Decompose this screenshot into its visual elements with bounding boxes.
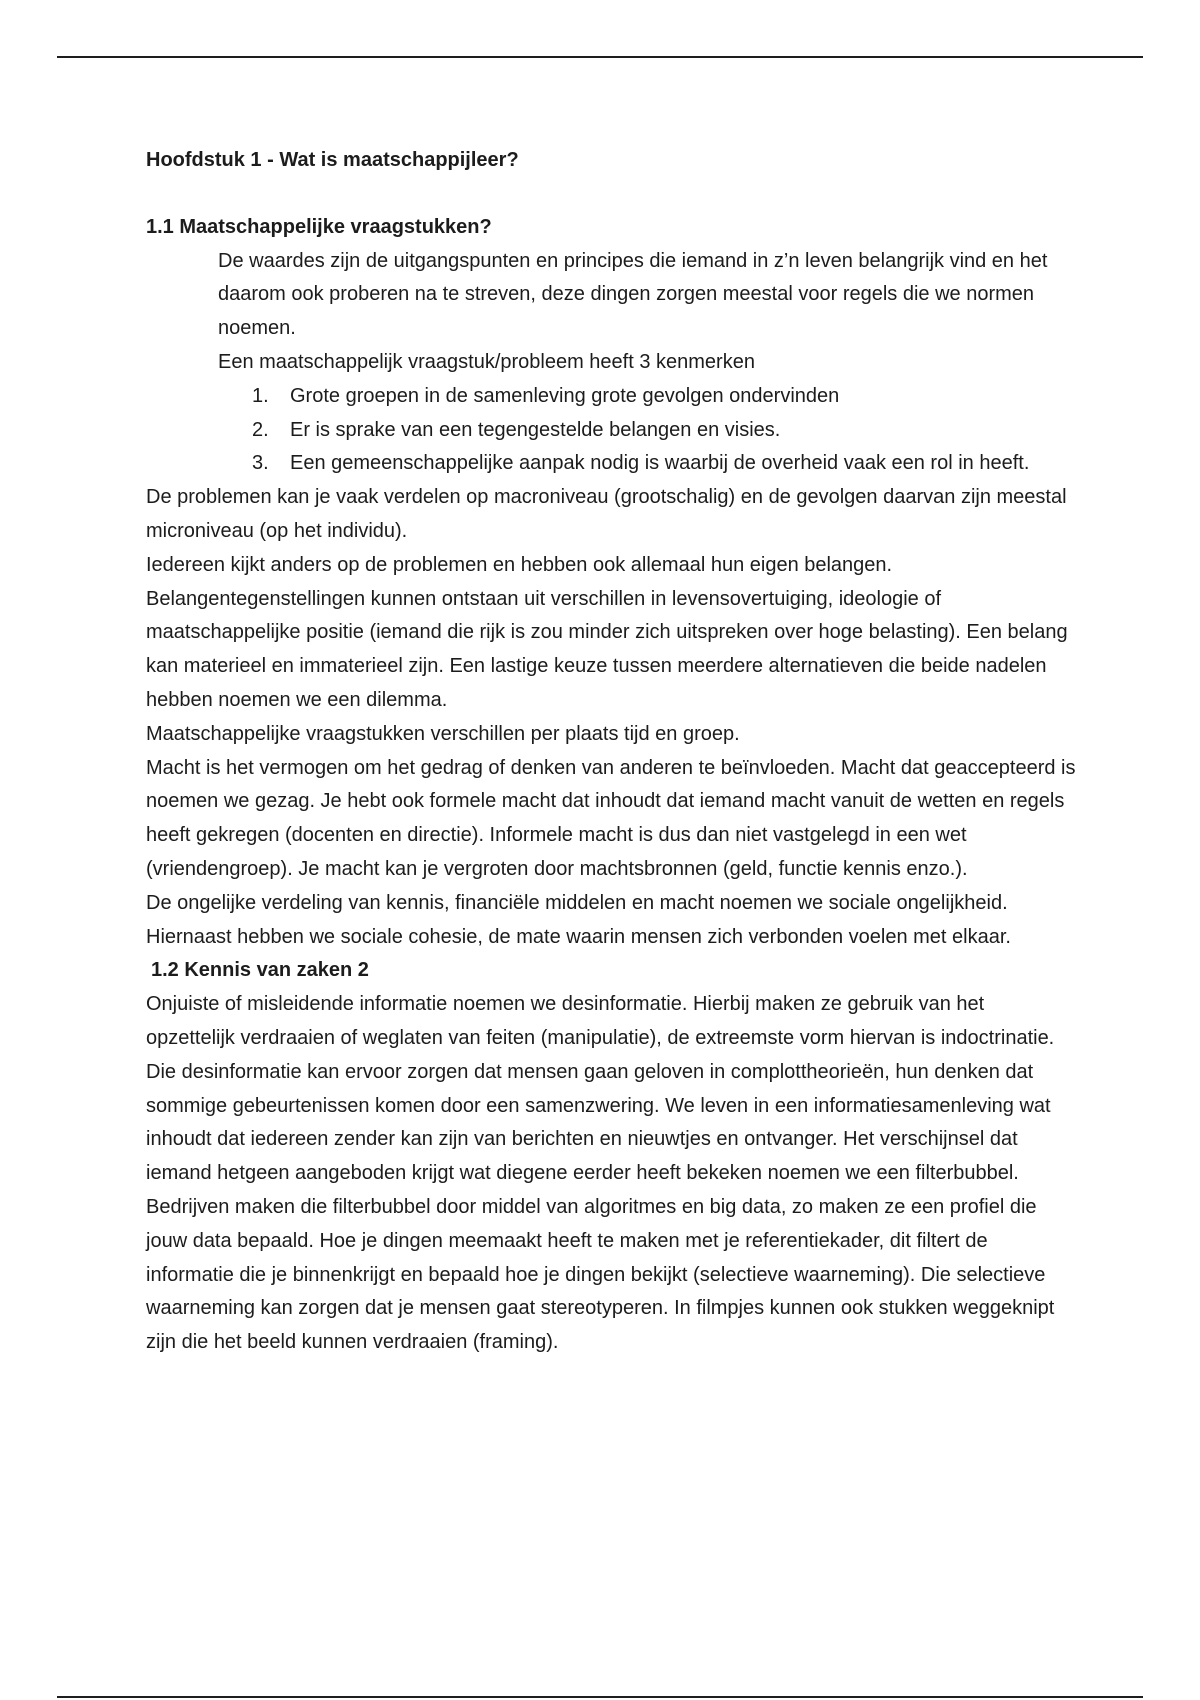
body-paragraph: Iedereen kijkt anders op de problemen en hebben ook allemaal hun eigen belangen. Belangentegenstellingen kunnen ontstaan uit verschillen in levensovertuiging, ideologie of maatschappelijke positie (iemand die rijk is zou minder zich uitspreken over hoge belasting). Een belang kan materieel en immaterieel zijn. Een lastige keuze tussen meerdere alternatieven die beide nadelen hebben noemen we een dilemma. — [146, 553, 1068, 711]
body-paragraph: De problemen kan je vaak verdelen op macroniveau (grootschalig) en de gevolgen daarvan zijn meestal microniveau (op het individu). — [146, 486, 1067, 542]
document-body — [146, 144, 1076, 1360]
list-item-number: 2. — [252, 418, 269, 441]
list-item-number: 3. — [252, 452, 269, 475]
chapter-title: Hoofdstuk 1 - Wat is maatschappijleer? — [146, 149, 519, 171]
kenmerken-list — [146, 380, 1076, 481]
body-paragraph: Maatschappelijke vraagstukken verschillen per plaats tijd en groep. — [146, 722, 740, 745]
waardes-paragraph: De waardes zijn de uitgangspunten en principes die iemand in z’n leven belangrijk vind en het daarom ook proberen na te streven, deze dingen zorgen meestal voor regels die we normen noemen. — [218, 249, 1048, 340]
list-item — [252, 380, 1076, 414]
list-intro: Een maatschappelijk vraagstuk/probleem heeft 3 kenmerken — [218, 350, 755, 373]
list-item-number: 1. — [252, 384, 269, 407]
list-item — [252, 414, 1076, 448]
list-item-text: Een gemeenschappelijke aanpak nodig is waarbij de overheid vaak een rol in heeft. — [290, 452, 1030, 475]
footer-rule — [57, 1696, 1143, 1698]
list-item-text: Er is sprake van een tegengestelde belangen en visies. — [290, 418, 781, 441]
section-heading-1-1: 1.1 Maatschappelijke vraagstukken? — [146, 215, 492, 238]
body-paragraph: De ongelijke verdeling van kennis, financiële middelen en macht noemen we sociale ongelijkheid. Hiernaast hebben we sociale cohesie, de mate waarin mensen zich verbonden voelen met elkaar. — [146, 891, 1011, 948]
list-item-text: Grote groepen in de samenleving grote gevolgen ondervinden — [290, 384, 840, 407]
section-heading-1-2: 1.2 Kennis van zaken 2 — [151, 959, 369, 982]
header-rule — [57, 56, 1143, 58]
body-paragraph: Onjuiste of misleidende informatie noemen we desinformatie. Hierbij maken ze gebruik van het opzettelijk verdraaien of weglaten van feiten (manipulatie), de extreemste vorm hiervan is indoctrinatie. Die desinformatie kan ervoor zorgen dat mensen gaan geloven in complottheorieën, hun denken dat sommige gebeurtenissen komen door een samenzwering. We leven in een informatiesamenleving wat inhoudt dat iedereen zender kan zijn van berichten en nieuwtjes en ontvanger. Het verschijnsel dat iemand hetgeen aangeboden krijgt wat diegene eerder heeft bekeken noemen we een filterbubbel. Bedrijven maken die filterbubbel door middel van algoritmes en big data, zo maken ze een profiel die jouw data bepaald. Hoe je dingen meemaakt heeft te maken met je referentiekader, dit filtert de informatie die je binnenkrijgt en bepaald hoe je dingen bekijkt (selectieve waarneming). Die selectieve waarneming kan zorgen dat je mensen gaat stereotyperen. In filmpjes kunnen ook stukken weggeknipt zijn die het beeld kunnen verdraaien (framing). — [146, 993, 1055, 1354]
list-item — [252, 447, 1076, 481]
body-paragraph: Macht is het vermogen om het gedrag of denken van anderen te beïnvloeden. Macht dat geaccepteerd is noemen we gezag. Je hebt ook formele macht dat inhoudt dat iemand macht vanuit de wetten en regels heeft gekregen (docenten en directie). Informele macht is dus dan niet vastgelegd in een wet (vriendengroep). Je macht kan je vergroten door machtsbronnen (geld, functie kennis enzo.). — [146, 756, 1076, 880]
